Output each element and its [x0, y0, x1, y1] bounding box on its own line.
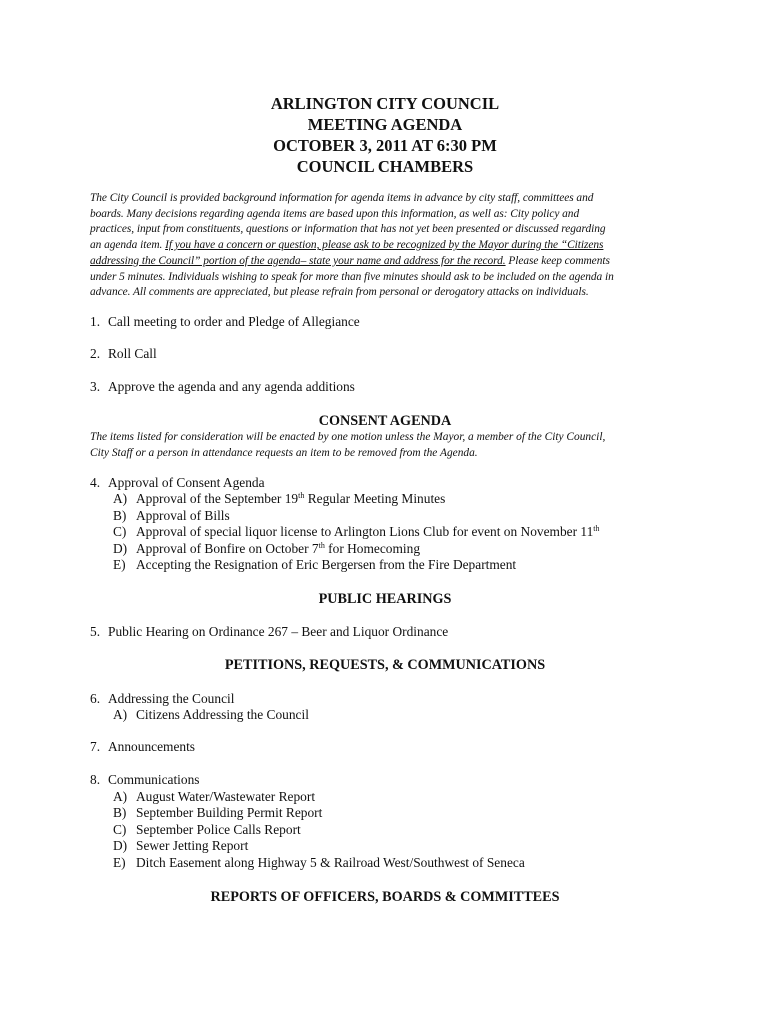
subitem-text: Approval of the September 19 [136, 491, 299, 506]
subitem-letter: A) [113, 707, 128, 722]
subitem-letter: A) [113, 491, 128, 506]
consent-subitem-c [113, 524, 600, 541]
agenda-item-5 [90, 624, 448, 641]
ordinal-suffix: th [593, 524, 600, 533]
public-hearings-heading: PUBLIC HEARINGS [318, 591, 452, 607]
item-text: Announcements [108, 739, 196, 754]
agenda-item-3 [90, 379, 355, 396]
title-meeting-agenda: MEETING AGENDA [307, 115, 463, 134]
intro-line-4-underlined: If you have a concern or question, please ask to be recognized by the Mayor during the “Citizens [165, 239, 604, 252]
item-text: Approval of Consent Agenda [108, 475, 265, 490]
subitem-letter: D) [113, 838, 128, 853]
ordinal-suffix: th [298, 491, 305, 500]
subitem-letter: D) [113, 541, 128, 556]
consent-note-line-1: The items listed for consideration will be enacted by one motion unless the Mayor, a member of the City Council, [90, 431, 606, 443]
subitem-text: Sewer Jetting Report [136, 838, 249, 853]
subitem-letter: E) [113, 855, 126, 870]
agenda-title [0, 93, 770, 177]
item-text: Call meeting to order and Pledge of Allegiance [108, 314, 360, 329]
item-number: 4. [90, 475, 101, 490]
communications-subitem-c [113, 822, 301, 839]
petitions-heading: PETITIONS, REQUESTS, & COMMUNICATIONS [224, 657, 546, 673]
item-number: 1. [90, 314, 101, 329]
title-location: COUNCIL CHAMBERS [296, 157, 474, 176]
intro-line-1: The City Council is provided background information for agenda items in advance by city staff, committees and [90, 192, 594, 204]
agenda-item-4 [90, 475, 265, 492]
petitions-subitem-a [113, 707, 309, 724]
subitem-text: September Police Calls Report [136, 822, 301, 837]
intro-line-5-underlined: addressing the Council” portion of the agenda– state your name and address for the record. [90, 254, 506, 267]
communications-subitem-a [113, 789, 315, 806]
communications-subitem-e [113, 855, 525, 872]
subitem-text-end: for Homecoming [324, 541, 421, 556]
intro-line-3: practices, input from constituents, questions or information that has not yet been presented or discussed regarding [90, 223, 606, 236]
ordinal-suffix: th [318, 541, 325, 550]
intro-line-6: under 5 minutes. Individuals wishing to speak for more than five minutes should ask to be included on the agenda in [90, 270, 614, 283]
item-number: 6. [90, 691, 101, 706]
agenda-item-7 [90, 739, 195, 756]
item-number: 3. [90, 379, 101, 394]
item-number: 8. [90, 772, 101, 787]
subitem-text: August Water/Wastewater Report [136, 789, 316, 804]
intro-line-5 [90, 254, 690, 270]
subitem-text: September Building Permit Report [136, 805, 323, 820]
intro-line-5-text: Please keep comments [505, 254, 610, 267]
subitem-text: Accepting the Resignation of Eric Bergersen from the Fire Department [136, 557, 517, 572]
subitem-letter: E) [113, 557, 126, 572]
item-number: 7. [90, 739, 101, 754]
consent-agenda-note [90, 430, 690, 461]
consent-subitem-a [113, 491, 445, 508]
intro-line-4 [90, 238, 690, 254]
subitem-text: Approval of Bills [136, 508, 230, 523]
communications-subitem-b [113, 805, 322, 822]
subitem-letter: A) [113, 789, 128, 804]
agenda-item-6 [90, 691, 234, 708]
item-text: Addressing the Council [108, 691, 235, 706]
consent-subitem-e [113, 557, 516, 574]
item-number: 2. [90, 346, 101, 361]
title-council-name: ARLINGTON CITY COUNCIL [270, 94, 500, 113]
item-text: Communications [108, 772, 200, 787]
item-text: Roll Call [108, 346, 157, 361]
intro-line-2: boards. Many decisions regarding agenda items are based upon this information, as well as: City policy and [90, 207, 580, 220]
item-text: Public Hearing on Ordinance 267 – Beer and Liquor Ordinance [108, 624, 449, 639]
subitem-letter: C) [113, 524, 127, 539]
communications-subitem-d [113, 838, 248, 855]
subitem-letter: B) [113, 508, 127, 523]
title-date-time: OCTOBER 3, 2011 AT 6:30 PM [273, 136, 497, 155]
intro-line-4-text: an agenda item. [90, 239, 166, 252]
consent-subitem-b [113, 508, 230, 525]
reports-heading: REPORTS OF OFFICERS, BOARDS & COMMITTEES [210, 889, 560, 905]
subitem-text: Approval of special liquor license to Arlington Lions Club for event on November 11 [136, 524, 594, 539]
item-text: Approve the agenda and any agenda additions [108, 379, 355, 394]
agenda-item-8 [90, 772, 200, 789]
intro-line-7: advance. All comments are appreciated, but please refrain from personal or derogatory attacks on individuals. [90, 286, 589, 299]
subitem-letter: C) [113, 822, 127, 837]
subitem-text: Citizens Addressing the Council [136, 707, 309, 722]
subitem-text: Approval of Bonfire on October 7 [136, 541, 319, 556]
intro-paragraph [90, 191, 690, 301]
subitem-letter: B) [113, 805, 127, 820]
consent-note-line-2: City Staff or a person in attendance requests an item to be removed from the Agenda. [90, 446, 478, 459]
item-number: 5. [90, 624, 101, 639]
consent-agenda-heading: CONSENT AGENDA [318, 413, 452, 429]
subitem-text: Ditch Easement along Highway 5 & Railroad West/Southwest of Seneca [136, 855, 525, 870]
agenda-item-2 [90, 346, 157, 363]
agenda-item-1 [90, 314, 360, 331]
consent-subitem-d [113, 541, 420, 558]
subitem-text-end: Regular Meeting Minutes [304, 491, 446, 506]
